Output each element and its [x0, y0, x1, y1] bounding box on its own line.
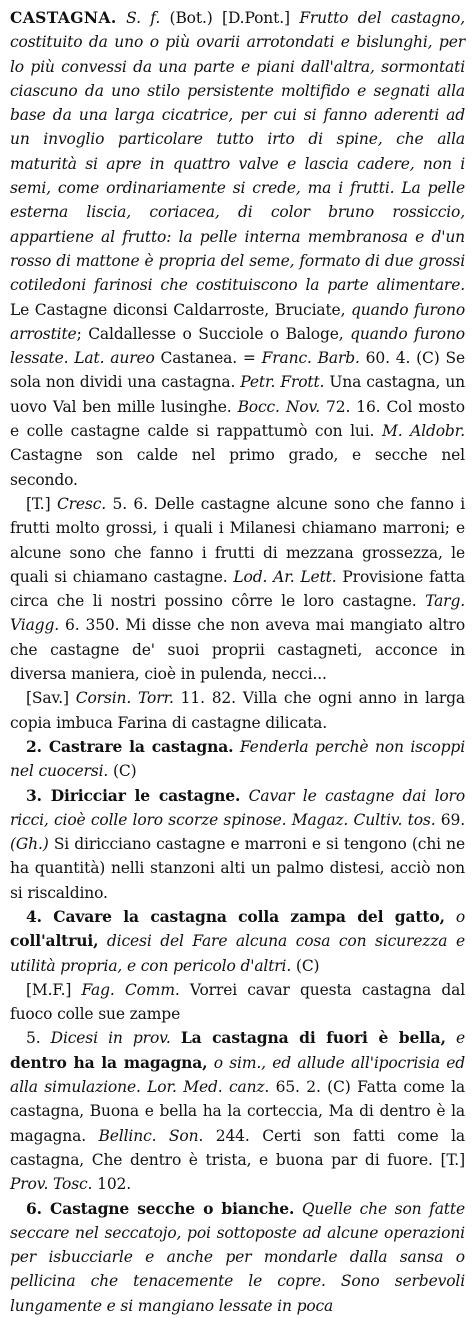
text-run: Castagne son calde nel primo grado, e secche nel secondo.: [10, 446, 465, 489]
sense-4-cavare: [10, 905, 465, 978]
text-run: (Gh.): [10, 835, 49, 854]
text-run: [294, 1200, 302, 1218]
text-run: La castagna di fuori è bella,: [180, 1028, 446, 1048]
text-run: 4. Cavare la castagna colla zampa del gatto,: [26, 906, 445, 926]
text-run: Fag. Comm.: [81, 980, 180, 999]
text-run: (C): [108, 762, 137, 781]
text-run: Lod. Ar. Lett.: [233, 567, 337, 586]
text-run: 244. Certi son fatti come la castagna, Che dentro è trista, e buona par di fuore. [T.]: [10, 1126, 465, 1169]
entry-paragraph-corsin: [10, 686, 465, 735]
text-run: dicesi del Fare alcuna cosa con sicurezza e utilità propria, e con pericolo d'altri.: [10, 932, 465, 975]
text-run: 102.: [92, 1175, 132, 1194]
text-run: Vorrei cavar questa castagna dal fuoco colle sue zampe: [10, 980, 466, 1024]
text-run: 72. 16. Col mosto e colle castagne calde si rappattumò con lui.: [10, 397, 465, 441]
text-run: 6. Castagne secche o bianche.: [26, 1198, 295, 1218]
text-run: 5. 6. Delle castagne alcune sono che fanno i frutti molto grossi, i quali i Milanesi chiamano marroni; e alcune sono che fanno i frutti di mezzana grossezza, le quali si chiamano castagne.: [10, 494, 466, 586]
grammar-label: S. f.: [126, 9, 161, 27]
text-run: Provisione fatta circa che li nostri possino côrre le loro castagne.: [10, 567, 465, 611]
sense-2-castrare: [10, 735, 465, 784]
text-run: coll'altrui,: [10, 931, 99, 951]
entry-paragraph-fag: [10, 978, 465, 1027]
text-run: Corsin. Torr.: [75, 689, 174, 708]
text-run: [M.F.]: [26, 980, 82, 999]
text-run: Franc. Barb.: [261, 349, 360, 368]
text-run: Targ. Viagg.: [10, 592, 465, 635]
text-run: 6. 350. Mi disse che non aveva mai mangiato altro che castagne de' suoi proprii castagneti, acconce in diversa maniera, cioè in pulenda, necci...: [10, 616, 465, 684]
text-run: Le Castagne diconsi Caldarroste, Bruciate,: [10, 300, 351, 319]
text-run: 69.: [435, 810, 465, 829]
text-run: e: [456, 1029, 466, 1048]
text-run: [98, 932, 107, 950]
text-run: [445, 908, 456, 926]
text-run: 65. 2. (C) Fatta come la castagna, Buona e bella ha la corteccia, Ma di dentro è la magagna.: [10, 1078, 465, 1145]
text-run: ; Caldallesse o Succiole o Baloge,: [76, 324, 351, 343]
sense-6-castagne-secche: [10, 1197, 465, 1318]
headword: CASTAGNA.: [10, 8, 117, 27]
text-run: [240, 787, 248, 805]
text-run: Bocc. Nov.: [237, 397, 320, 416]
entry-paragraph-definition: [10, 6, 465, 492]
text-run: Quelle che son fatte seccare nel seccatojo, poi sottoposte ad alcune operazioni per isbucciarle e anche per mondarle dalla sansa o pellicina che tenacemente le copre. Sono serbevoli lungamente e si mangiano lessate in poca: [10, 1199, 465, 1315]
sense-5-proverb: [10, 1026, 465, 1196]
text-run: [446, 1029, 456, 1047]
text-run: 5.: [26, 1029, 51, 1048]
text-run: o sim., ed allude all'ipocrisia ed alla simulazione. Lor. Med. canz.: [10, 1053, 465, 1097]
text-run: 60. 4. (C) Se sola non dividi una castagna.: [10, 349, 465, 392]
text-run: Bellinc. Son.: [98, 1126, 204, 1145]
text-run: 3. Diricciar le castagne.: [26, 785, 241, 805]
text-run: Petr. Frott.: [240, 373, 325, 392]
text-run: Cavar le castagne dai loro ricci, cioè colle loro scorze spinose. Magaz. Cultiv. tos.: [10, 786, 465, 829]
text-run: quando furono lessate. Lat. aureo: [10, 324, 465, 368]
text-run: Prov. Tosc.: [10, 1175, 93, 1194]
text-run: Una castagna, un uovo Val ben mille lusinghe.: [10, 373, 465, 416]
text-run: [Sav.]: [26, 689, 76, 708]
text-run: o: [455, 907, 465, 926]
text-run: Frutto del castagno, costituito da uno o più ovarii arrotondati e bislunghi, per lo più convessi da una parte e piani dall'altra, sormontati ciascuno da uno stilo persistente moltifido e segnati alla base da una larga cicatrice, per cui si fanno aderenti ad un invoglio particolare tutto irto di spine, che alla maturità si apre in quattro valve e lascia cadere, non i semi, come ordinariamente si crede, ma i frutti. La pelle esterna liscia, coriacea, di color bruno rossiccio, appartiene al frutto: la pelle interna membranosa e d'un rosso di mattone è propria del seme, formato di due grossi cotiledoni farinosi che costituiscono la parte alimentare.: [10, 9, 465, 295]
text-run: M. Aldobr.: [381, 422, 466, 441]
text-run: 11. 82. Villa che ogni anno in larga copia imbuca Farina di castagne dilicata.: [10, 689, 465, 732]
text-run: Si diricciano castagne e marroni e si tengono (chi ne ha quantità) nelli stanzoni alti un palmo distesi, acciò non si riscaldino.: [10, 835, 465, 902]
text-run: dentro ha la magagna,: [10, 1052, 208, 1072]
text-run: Fenderla perchè non iscoppi nel cuocersi.: [10, 737, 465, 781]
text-run: 2. Castrare la castagna.: [26, 736, 234, 756]
text-run: quando furono arrostite: [10, 300, 465, 343]
text-run: Cresc.: [56, 494, 107, 513]
sense-3-diricciar: [10, 784, 465, 905]
text-run: [171, 1029, 181, 1047]
text-run: (C): [291, 956, 320, 975]
text-run: Castanea. =: [154, 349, 262, 368]
text-run: (Bot.) [D.Pont.]: [160, 9, 300, 27]
entry-paragraph-cresc: [10, 492, 465, 686]
text-run: Dicesi in prov.: [50, 1029, 171, 1048]
text-run: [T.]: [26, 494, 57, 513]
